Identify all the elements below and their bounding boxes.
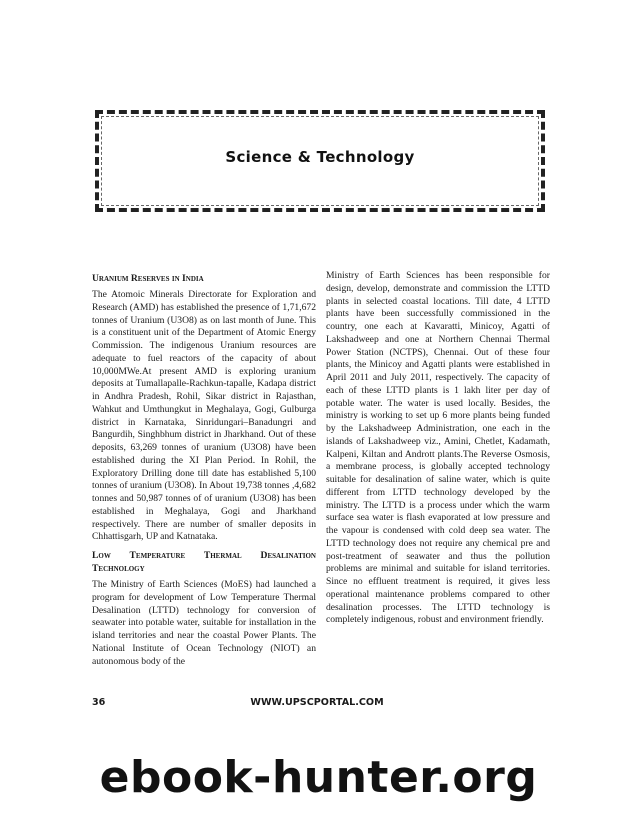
paragraph-uranium: The Atomoic Minerals Directorate for Exploration and Research (AMD) has established the presence of 1,71,672 tonnes of Uranium (U3O8) as on last month of June. This is a constituent unit of the Department of Atomic Energy Commission. The indigenous Uranium resources are adequate to fuel reactors of the capacity of about 10,000MWe.At present AMD is exploring uranium deposits at Tumallapalle-Rachkun-tapalle, Kadapa district in Andhra Pradesh, Rohil, Sikar district in Rajasthan, Wahkut and Umthungkut in Meghalaya, Gogi, Gulburga district in Karnataka, Sinridungari–Banadungri and Bangurdih, Singhbhum district in Jharkhand. Out of these deposits, 63,269 tonnes of uranium (U3O8) have been established during the XI Plan Period. In Rohil, the Exploratory Drilling done till date has established 5,100 tonnes of uranium (U3O8). In About 19,738 tonnes ,4,682 tonnes and 50,987 tonnes of of uranium (U3O8) has been established in Meghalaya, Gogi and Jharkhand respectively. There are number of smaller deposits in Chhattisgarh, UP and Katnataka. <box>92 289 316 543</box>
paragraph-lttd-continued: Ministry of Earth Sciences has been responsible for design, develop, demonstrate and commission the LTTD plants in selected coastal locations. Till date, 4 LTTD plants have been successfully commissioned in the country, one each at Kavaratti, Minicoy, Agatti of Lakshadweep and one at Northern Chennai Thermal Power Station (NCTPS), Chennai. Out of these four plants, the Minicoy and Agatti plants were established in April 2011 and July 2011, respectively. The capacity of each of these LTTD plants is 1 lakh liter per day of potable water. The water is used locally. Besides, the ministry is working to set up 6 more plants being funded by the Lakshadweep Administration, one each in the islands of Lakshadweep viz., Amini, Chetlet, Kadamath, Kalpeni, Kiltan and Andrott plants.The Reverse Osmosis, a membrane process, is globally accepted technology suitable for desalination of saline water, which is quite different from LTTD technology developed by the ministry. The LTTD is a process under which the warm surface sea water is flash evaporated at low pressure and the vapour is condensed with cold deep sea water. The LTTD technology does not require any chemical pre and post-treatment of seawater and thus the pollution problems are minimal and suitable for island territories. Since no effluent treatment is required, it gives less operational maintenance problems compared to other desalination processes. The LTTD technology is completely indigenous, robust and environment friendly. <box>326 270 550 626</box>
page-footer <box>92 697 550 711</box>
page-number: 36 <box>92 697 106 708</box>
paragraph-lttd-intro: The Ministry of Earth Sciences (MoES) had launched a program for development of Low Temperature Thermal Desalination (LTTD) technology for conversion of seawater into potable water, suitable for installation in the island territories and near the coastal Power Plants. The National Institute of Ocean Technology (NIOT) an autonomous body of the <box>92 579 316 667</box>
watermark: ebook-hunter.org <box>99 752 538 803</box>
section-heading-uranium: Uranium Reserves in India <box>92 273 204 284</box>
chapter-title-box <box>95 110 545 212</box>
left-column <box>92 270 316 673</box>
footer-website: WWW.UPSCPORTAL.COM <box>250 697 384 708</box>
right-column <box>326 270 550 632</box>
chapter-title: Science & Technology <box>225 148 415 166</box>
section-heading-lttd: Low Temperature Thermal Desalination Technology <box>92 550 316 574</box>
